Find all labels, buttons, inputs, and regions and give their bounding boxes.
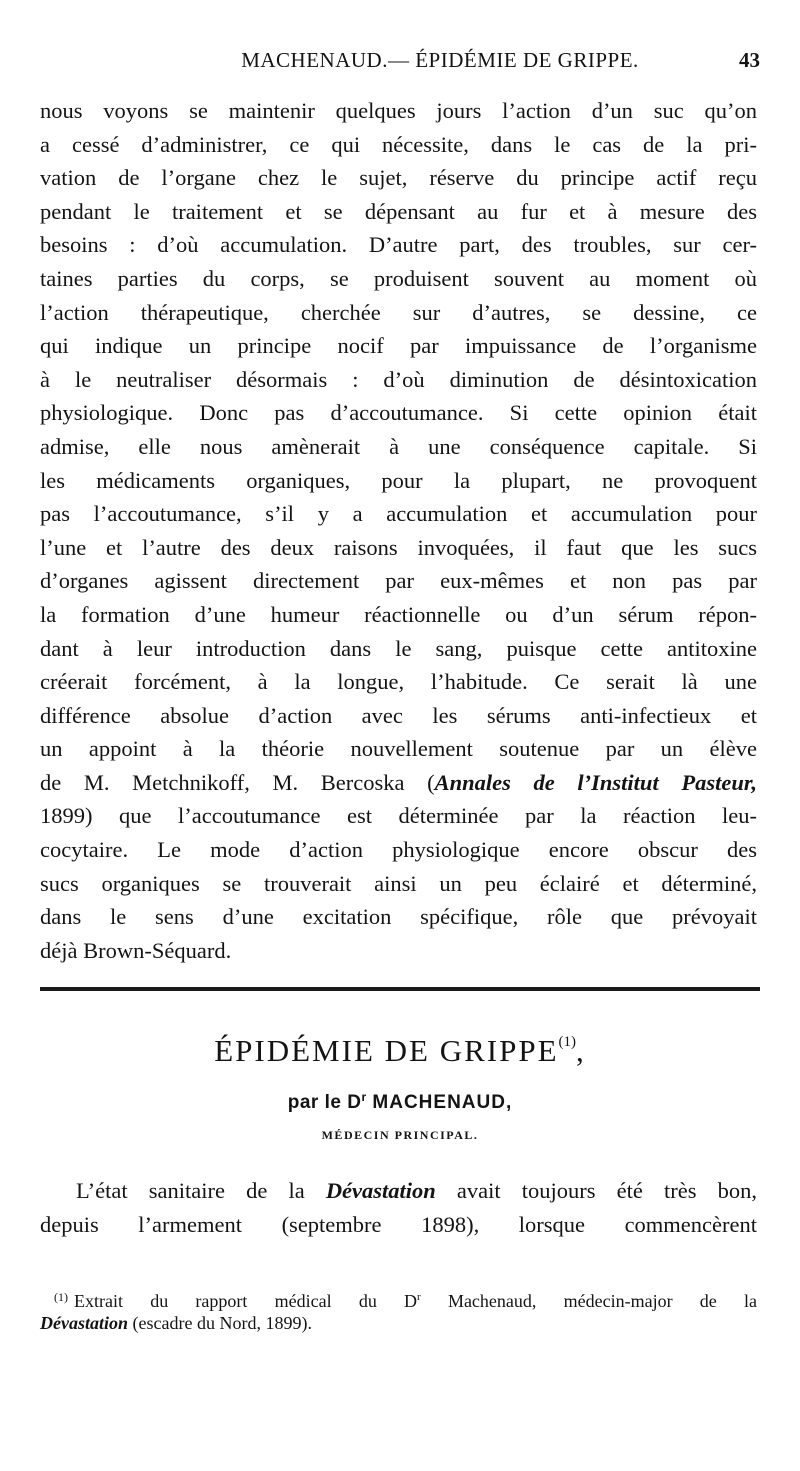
text-line: l’une et l’autre des deux raisons invoquées, il faut que les sucs	[40, 534, 757, 560]
byline-abbrev-sup: r	[361, 1090, 367, 1104]
article-title	[40, 1033, 760, 1069]
article-title-text: ÉPIDÉMIE DE GRIPPE	[214, 1033, 559, 1068]
intro-text: L’état sanitaire de la	[76, 1178, 326, 1203]
text-line: sucs organiques se trouverait ainsi un peu éclairé et déterminé,	[40, 870, 757, 896]
running-header	[40, 48, 760, 88]
text-line: les médicaments organiques, pour la plupart, ne provoquent	[40, 467, 757, 493]
text-line: d’organes agissent directement par eux-mêmes et non pas par	[40, 568, 757, 594]
text-line: depuis l’armement (septembre 1898), lorsque commencèrent	[40, 1211, 757, 1237]
footnote-text: Extrait du rapport médical du D	[74, 1291, 418, 1311]
author-byline	[40, 1090, 760, 1114]
citation-lead: de M. Metchnikoff, M. Bercoska (	[40, 769, 435, 795]
section-divider	[40, 987, 760, 991]
footnote-line	[40, 1284, 757, 1310]
author-affiliation: MÉDECIN PRINCIPAL.	[321, 1128, 479, 1142]
text-line	[40, 1174, 757, 1208]
text-line: physiologique. Donc pas d’accoutumance. Si cette opinion était	[40, 400, 757, 426]
text-line: créerait forcément, à la longue, l’habitude. Ce serait là une	[40, 669, 757, 695]
footnote	[40, 1284, 757, 1336]
footnote-line	[40, 1310, 757, 1336]
byline-prefix: par le D	[287, 1092, 362, 1113]
text-line: a cessé d’administrer, ce qui nécessite, dans le cas de la pri-	[40, 131, 757, 157]
text-line: à le neutraliser désormais : d’où diminution de désintoxication	[40, 366, 757, 392]
text-line: différence absolue d’action avec les sérums anti-infectieux et	[40, 702, 757, 728]
ship-name: Dévastation	[40, 1313, 128, 1333]
text-line: vation de l’organe chez le sujet, réserve du principe actif reçu	[40, 165, 757, 191]
article-opening	[40, 1174, 757, 1241]
text-line: pas l’accoutumance, s’il y a accumulation et accumulation pour	[40, 501, 757, 527]
text-line: dans le sens d’une excitation spécifique, rôle que prévoyait	[40, 904, 757, 930]
text-line-citation	[40, 766, 757, 800]
text-line: besoins : d’où accumulation. D’autre part, des troubles, sur cer-	[40, 232, 757, 258]
text-line: qui indique un principe nocif par impuissance de l’organisme	[40, 333, 757, 359]
text-line: l’action thérapeutique, cherchée sur d’autres, se dessine, ce	[40, 299, 757, 325]
article-title-suffix: ,	[576, 1033, 586, 1068]
footnote-abbrev-sup: r	[417, 1291, 421, 1303]
footnote-text: (escadre du Nord, 1899).	[128, 1313, 312, 1333]
page-number: 43	[739, 48, 760, 72]
text-line: déjà Brown-Séquard.	[40, 937, 232, 963]
text-line: la formation d’une humeur réactionnelle ou d’un sérum répon-	[40, 601, 757, 627]
text-line: 1899) que l’accoutumance est déterminée par la réaction leu-	[40, 803, 757, 829]
text-line: un appoint à la théorie nouvellement soutenue par un élève	[40, 736, 757, 762]
text-line: nous voyons se maintenir quelques jours l’action d’un suc qu’on	[40, 98, 757, 123]
text-line: pendant le traitement et se dépensant au fur et à mesure des	[40, 198, 757, 224]
footnote-mark: (1)	[54, 1290, 68, 1304]
ship-name: Dévastation	[325, 1178, 436, 1203]
intro-text: avait toujours été très bon,	[435, 1178, 757, 1203]
footnote-reference: (1)	[558, 1034, 577, 1050]
text-line: taines parties du corps, se produisent souvent au moment où	[40, 265, 757, 291]
journal-title: Annales de l’Institut Pasteur,	[434, 769, 757, 795]
continued-paragraph	[40, 94, 757, 967]
footnote-text: Machenaud, médecin-major de la	[420, 1291, 757, 1311]
running-title: MACHENAUD.— ÉPIDÉMIE DE GRIPPE.	[241, 48, 639, 72]
author-name: MACHENAUD,	[372, 1092, 513, 1113]
text-line: cocytaire. Le mode d’action physiologique encore obscur des	[40, 837, 757, 863]
text-line: admise, elle nous amènerait à une conséquence capitale. Si	[40, 433, 757, 459]
text-line: dant à leur introduction dans le sang, puisque cette antitoxine	[40, 635, 757, 661]
